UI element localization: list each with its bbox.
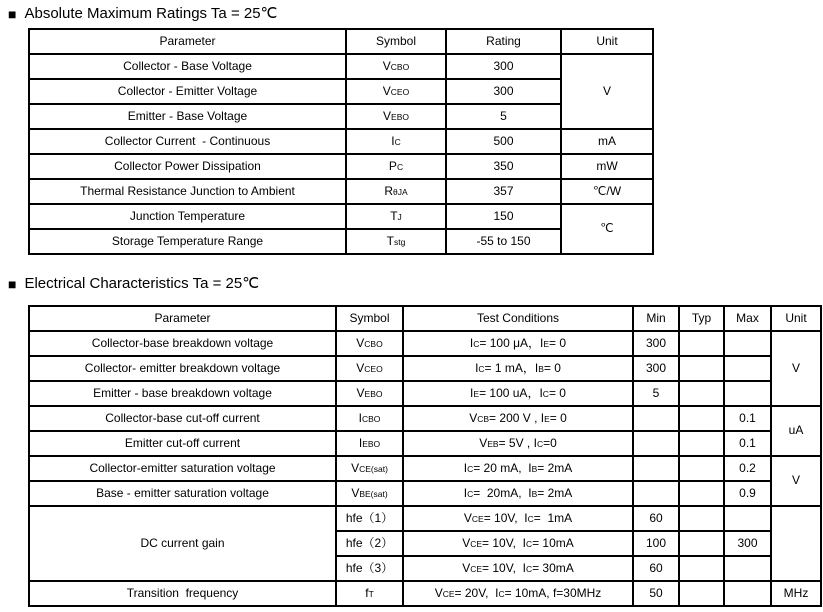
text-run: = 10V, [483,510,525,525]
subscript-text: C [394,136,401,147]
test-conditions-cell [403,356,633,381]
param-cell: Thermal Resistance Junction to Ambient [29,179,346,204]
symbol-cell [336,356,403,381]
param-cell: Base - emitter saturation voltage [29,481,336,506]
text-run: I [391,133,395,148]
subscript-text: C [525,563,533,574]
table-row [29,179,653,204]
subscript-text: B [538,363,544,374]
text-run: T [386,233,394,248]
subscript-text: C [536,438,544,449]
param-cell: Collector- emitter breakdown voltage [29,356,336,381]
col-header-unit: Unit [561,29,653,54]
subscript-text: CE [470,538,483,549]
max-cell: 0.2 [724,456,771,481]
text-run: = 1 mA， [484,360,535,375]
col-header-symbol: Symbol [336,306,403,331]
text-run: V [382,83,391,98]
unit-cell: uA [771,406,821,456]
min-cell: 50 [633,581,679,606]
test-conditions-cell [403,381,633,406]
max-cell: 300 [724,531,771,556]
text-run: I [524,510,528,525]
test-conditions-cell [403,581,633,606]
unit-cell [771,506,821,581]
text-run: = 0 [548,385,566,400]
min-cell [633,481,679,506]
max-cell [724,356,771,381]
text-run: = 10V, [482,535,523,550]
text-run: I [533,435,537,450]
text-run: V [463,510,472,525]
subscript-text: E [473,388,480,399]
table-header-row [29,29,653,54]
text-run: I [534,360,539,375]
typ-cell [679,531,724,556]
text-run: I [522,560,526,575]
text-run: I [470,385,474,400]
abs-max-section-title [8,5,823,22]
max-cell: 0.1 [724,431,771,456]
table-row [29,229,653,254]
text-run: I [495,585,499,600]
symbol-cell [336,506,403,531]
col-header-typ: Typ [679,306,724,331]
rating-cell: 500 [446,129,561,154]
subscript-text: E [544,413,550,424]
subscript-text: C [478,363,485,374]
subscript-text: C [525,538,533,549]
table-row [29,356,821,381]
text-run: I [539,385,543,400]
col-header-min: Min [633,306,679,331]
param-cell: DC current gain [29,506,336,581]
table-row [29,406,821,431]
section-bullet-icon: ■ [8,275,17,292]
subscript-text: T [368,588,374,599]
max-cell: 0.9 [724,481,771,506]
text-run: V [351,460,360,475]
subscript-text: CE(sat) [359,463,388,474]
max-cell [724,331,771,356]
min-cell: 300 [633,356,679,381]
rating-cell: 357 [446,179,561,204]
text-run: V [356,385,365,400]
max-cell [724,506,771,531]
rating-cell: -55 to 150 [446,229,561,254]
unit-cell: MHz [771,581,821,606]
text-run: hfe（1） [345,510,394,525]
col-header-max: Max [724,306,771,331]
min-cell: 5 [633,381,679,406]
param-cell: Collector Power Dissipation [29,154,346,179]
subscript-text: C [527,513,534,524]
text-run: = 30mA [532,560,574,575]
min-cell: 60 [633,556,679,581]
subscript-text: EBO [364,388,383,399]
text-run: = 20mA, [473,485,529,500]
test-conditions-cell [403,456,633,481]
unit-cell: V [771,331,821,406]
text-run: V [356,360,365,375]
min-cell [633,431,679,456]
col-header-rating: Rating [446,29,561,54]
table-row [29,381,821,406]
symbol-cell [346,154,446,179]
subscript-text: CEO [364,363,383,374]
text-run: = 10mA, f=30MHz [504,585,602,600]
subscript-text: CE [442,588,455,599]
text-run: I [358,435,363,450]
text-run: I [528,460,532,475]
param-cell: Transition frequency [29,581,336,606]
text-run: V [479,435,488,450]
text-run: = 100 uA， [479,385,540,400]
text-run: I [463,460,468,475]
text-run: = 200 V , [489,410,541,425]
rating-cell: 300 [446,79,561,104]
text-run: =0 [543,435,557,450]
param-cell: Collector - Emitter Voltage [29,79,346,104]
subscript-text: CE [470,563,483,574]
symbol-cell [336,481,403,506]
subscript-text: CB [477,413,490,424]
table-row [29,129,653,154]
param-cell: Collector-base breakdown voltage [29,331,336,356]
min-cell [633,406,679,431]
text-run: V [351,485,360,500]
param-cell: Collector - Base Voltage [29,54,346,79]
param-cell: Emitter - base breakdown voltage [29,381,336,406]
rating-cell: 350 [446,154,561,179]
typ-cell [679,406,724,431]
table-row [29,204,653,229]
text-run: R [384,183,393,198]
symbol-cell [336,331,403,356]
typ-cell [679,431,724,456]
test-conditions-cell [403,431,633,456]
subscript-text: EBO [362,438,381,449]
unit-cell: V [561,54,653,129]
subscript-text: C [396,161,404,172]
text-run: V [382,58,391,73]
param-cell: Storage Temperature Range [29,229,346,254]
subscript-text: CEO [390,86,410,97]
elec-char-table [28,305,822,607]
text-run: T [390,208,398,223]
unit-cell: mW [561,154,653,179]
subscript-text: BE(sat) [359,488,388,499]
table-row [29,104,653,129]
subscript-text: C [498,588,505,599]
symbol-cell [336,381,403,406]
text-run: = 2mA [537,485,573,500]
test-conditions-cell [403,531,633,556]
rating-cell: 5 [446,104,561,129]
typ-cell [679,381,724,406]
text-run: hfe（2） [345,535,394,550]
test-conditions-cell [403,406,633,431]
text-run: = 10V, [482,560,523,575]
subscript-text: B [531,463,538,474]
text-run: V [469,410,478,425]
table-row [29,331,821,356]
section-title-text: Absolute Maximum Ratings Ta = 25℃ [24,5,278,22]
text-run: = 20V, [454,585,496,600]
param-cell: Collector-base cut-off current [29,406,336,431]
symbol-cell [346,179,446,204]
subscript-text: θJA [393,186,408,197]
symbol-cell [346,229,446,254]
text-run: I [528,485,532,500]
rating-cell: 300 [446,54,561,79]
table-row [29,154,653,179]
text-run: I [540,335,544,350]
subscript-text: C [467,488,474,499]
min-cell: 300 [633,331,679,356]
typ-cell [679,506,724,531]
symbol-cell [346,104,446,129]
subscript-text: CBO [361,413,381,424]
elec-char-section-title [8,275,823,292]
text-run: = 0 [549,410,567,425]
max-cell [724,381,771,406]
text-run: P [388,158,397,173]
subscript-text: J [397,211,402,222]
text-run: = 0 [549,335,567,350]
table-row [29,581,821,606]
text-run: = 20 mA, [473,460,529,475]
typ-cell [679,481,724,506]
unit-cell: mA [561,129,653,154]
subscript-text: CBO [390,61,410,72]
symbol-cell [346,129,446,154]
text-run: = 5V , [498,435,534,450]
subscript-text: C [542,388,549,399]
table-row [29,431,821,456]
min-cell: 60 [633,506,679,531]
max-cell [724,556,771,581]
param-cell: Collector-emitter saturation voltage [29,456,336,481]
symbol-cell [346,54,446,79]
symbol-cell [336,556,403,581]
subscript-text: C [473,338,480,349]
col-header-unit: Unit [771,306,821,331]
subscript-text: B [531,488,538,499]
text-run: V [434,585,443,600]
table-row [29,481,821,506]
table-row [29,54,653,79]
rating-cell: 150 [446,204,561,229]
subscript-text: EB [487,438,499,449]
test-conditions-cell [403,556,633,581]
text-run: = 10mA [532,535,574,550]
col-header-parameter: Parameter [29,306,336,331]
param-cell: Collector Current - Continuous [29,129,346,154]
symbol-cell [336,406,403,431]
col-header-symbol: Symbol [346,29,446,54]
text-run: I [358,410,362,425]
test-conditions-cell [403,331,633,356]
unit-cell: ℃ [561,204,653,254]
text-run: V [462,535,471,550]
col-header-parameter: Parameter [29,29,346,54]
symbol-cell [346,204,446,229]
section-bullet-icon: ■ [8,5,17,22]
typ-cell [679,456,724,481]
text-run: I [540,410,545,425]
text-run: V [356,335,365,350]
table-row [29,79,653,104]
table-row [29,456,821,481]
test-conditions-cell [403,506,633,531]
param-cell: Junction Temperature [29,204,346,229]
text-run: = 2mA [537,460,573,475]
section-title-text: Electrical Characteristics Ta = 25℃ [24,275,260,292]
text-run: hfe（3） [345,560,394,575]
subscript-text: stg [394,236,406,247]
typ-cell [679,356,724,381]
text-run: I [522,535,526,550]
text-run: = 100 μA， [479,335,541,350]
max-cell: 0.1 [724,406,771,431]
text-run: V [383,108,392,123]
text-run: I [469,335,474,350]
subscript-text: CBO [364,338,383,349]
symbol-cell [346,79,446,104]
max-cell [724,581,771,606]
col-header-test-conditions: Test Conditions [403,306,633,331]
subscript-text: EBO [391,111,409,122]
symbol-cell [336,431,403,456]
typ-cell [679,556,724,581]
symbol-cell [336,456,403,481]
subscript-text: E [543,338,550,349]
typ-cell [679,331,724,356]
subscript-text: CE [471,513,484,524]
typ-cell [679,581,724,606]
text-run: V [462,560,471,575]
abs-max-table [28,28,654,255]
unit-cell: V [771,456,821,506]
table-header-row [29,306,821,331]
min-cell: 100 [633,531,679,556]
unit-cell: ℃/W [561,179,653,204]
symbol-cell [336,531,403,556]
subscript-text: C [467,463,474,474]
symbol-cell [336,581,403,606]
text-run: I [475,360,479,375]
text-run: f [365,585,369,600]
text-run: = 1mA [533,510,573,525]
table-row [29,506,821,531]
test-conditions-cell [403,481,633,506]
param-cell: Emitter - Base Voltage [29,104,346,129]
param-cell: Emitter cut-off current [29,431,336,456]
text-run: I [463,485,468,500]
text-run: = 0 [543,360,561,375]
min-cell [633,456,679,481]
